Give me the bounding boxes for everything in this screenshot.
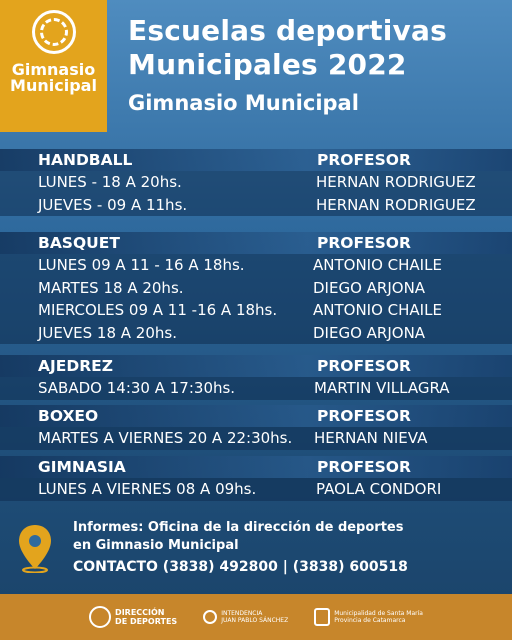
intendencia-logo-icon [203,610,217,624]
schedule-text: LUNES 09 A 11 - 16 A 18hs. [38,256,245,274]
location-pin-icon [16,523,54,573]
schedule-row [0,377,512,400]
logo-emblem-icon [32,10,76,54]
schedule-rows [0,254,512,344]
sport-name: BOXEO [38,407,99,425]
sport-name: HANDBALL [38,151,133,169]
teacher-name: DIEGO ARJONA [313,323,426,342]
section-header [0,232,512,254]
schedule-rows [0,478,512,501]
teacher-name: MARTIN VILLAGRA [314,379,450,397]
title-line1: Escuelas deportivas [128,14,447,47]
logo-line2: Municipal [10,76,97,95]
direccion-deportes-logo-icon [89,606,111,628]
footer-item2-line1: INTENDENCIA [221,610,263,617]
schedule-text: LUNES - 18 A 20hs. [38,173,182,191]
profesor-label: PROFESOR [317,234,411,252]
schedule-row [0,322,512,345]
footer-item1-line1: DIRECCIÓN [115,608,165,617]
contact-phones: CONTACTO (3838) 492800 | (3838) 600518 [73,559,408,575]
sport-name: BASQUET [38,234,120,252]
section-ajedrez [0,355,512,400]
footer-municipalidad [314,608,423,626]
schedule-text: JUEVES 18 A 20hs. [38,323,177,342]
section-header [0,355,512,377]
footer-item2-line2: JUAN PABLO SÁNCHEZ [221,617,289,624]
page-subtitle: Gimnasio Municipal [128,91,359,115]
section-gimnasia [0,456,512,501]
footer-intendencia [203,610,288,624]
info-line1: Informes: Oficina de la dirección de deportes [73,520,404,535]
schedule-row [0,427,512,450]
footer-direccion-deportes [89,606,177,628]
logo-text [10,62,97,94]
sport-name: AJEDREZ [38,357,113,375]
teacher-name: HERNAN RODRIGUEZ [316,195,476,214]
title-line2: Municipales 2022 [128,48,407,81]
schedule-rows [0,427,512,450]
schedule-row [0,478,512,501]
logo-line1: Gimnasio [11,60,96,79]
schedule-text: SABADO 14:30 A 17:30hs. [38,379,236,397]
schedule-row [0,254,512,277]
schedule-text: MIERCOLES 09 A 11 -16 A 18hs. [38,301,278,319]
section-header [0,456,512,478]
schedule-text: JUEVES - 09 A 11hs. [38,195,188,214]
section-boxeo [0,405,512,450]
section-basquet [0,232,512,344]
schedule-row [0,194,512,217]
footer-item1-line2: DE DEPORTES [115,617,178,626]
sport-name: GIMNASIA [38,458,126,476]
section-header [0,149,512,171]
teacher-name: ANTONIO CHAILE [313,256,442,274]
section-header [0,405,512,427]
municipal-shield-icon [314,608,330,626]
profesor-label: PROFESOR [317,151,411,169]
teacher-name: DIEGO ARJONA [313,278,426,297]
schedule-row [0,277,512,300]
footer-item3-line1: Municipalidad de Santa María [334,610,423,617]
page-title [128,14,447,82]
footer [0,594,512,640]
schedule-row [0,299,512,322]
logo [0,0,107,132]
profesor-label: PROFESOR [317,407,411,425]
profesor-label: PROFESOR [317,458,411,476]
info-line2: en Gimnasio Municipal [73,538,239,553]
teacher-name: ANTONIO CHAILE [313,301,442,319]
profesor-label: PROFESOR [317,357,411,375]
schedule-rows [0,171,512,216]
schedule-text: MARTES 18 A 20hs. [38,278,184,297]
schedule-text: MARTES A VIERNES 20 A 22:30hs. [38,429,293,447]
teacher-name: PAOLA CONDORI [316,480,442,498]
footer-item3-line2: Provincia de Catamarca [334,617,406,624]
teacher-name: HERNAN RODRIGUEZ [316,173,476,191]
schedule-text: LUNES A VIERNES 08 A 09hs. [38,480,257,498]
schedule-row [0,171,512,194]
teacher-name: HERNAN NIEVA [314,429,428,447]
schedule-rows [0,377,512,400]
section-handball [0,149,512,216]
